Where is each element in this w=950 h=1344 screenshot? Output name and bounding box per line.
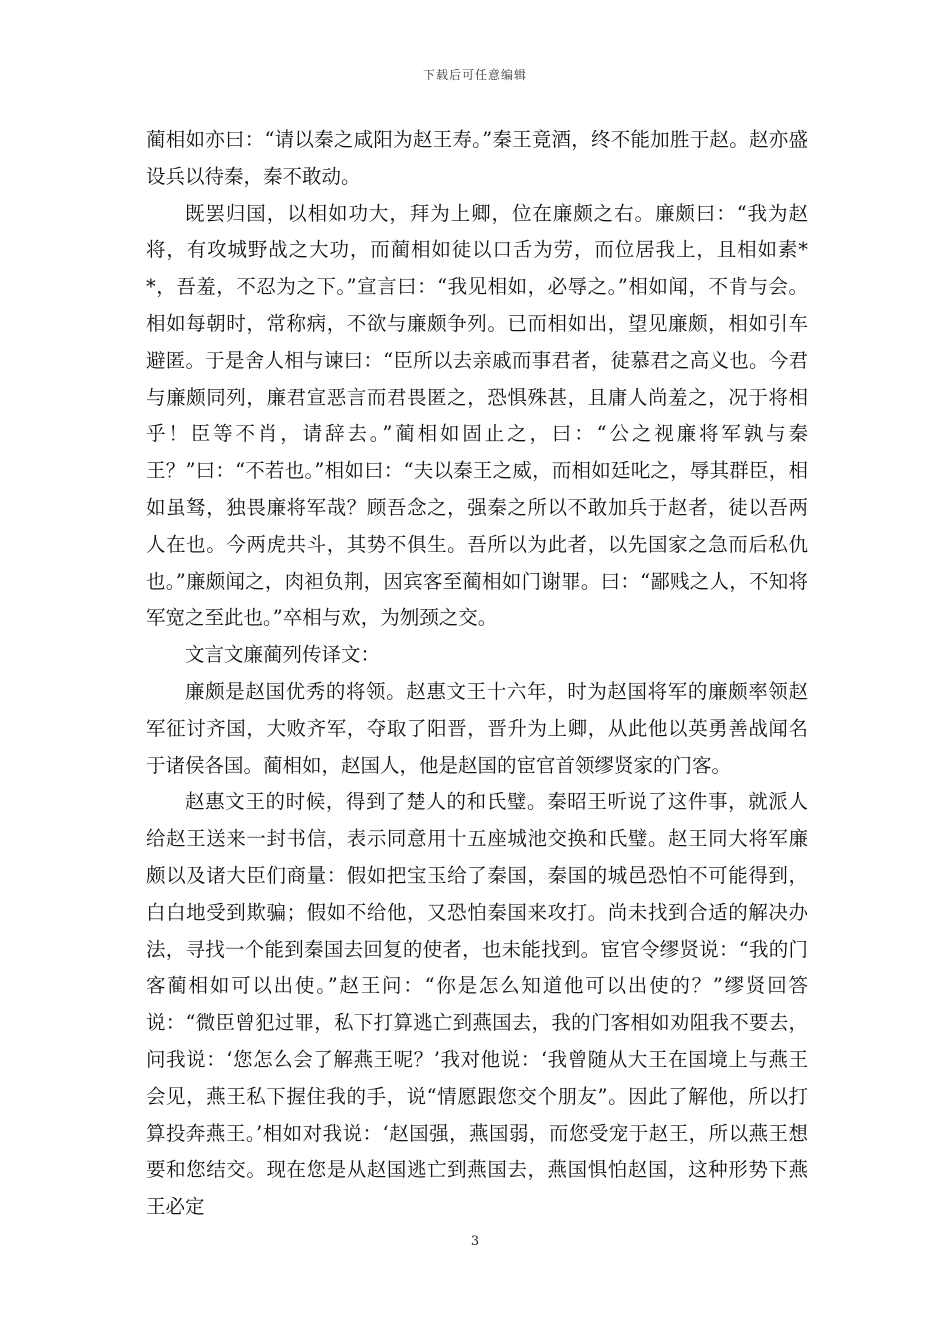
- page-number: 3: [470, 1234, 480, 1249]
- paragraph: 既罢归国，以相如功大，拜为上卿，位在廉颇之右。廉颇曰：“我为赵将，有攻城野战之大功，而蔺相如徒以口舌为劳，而位居我上，且相如素**，吾羞，不忍为之下。”宣言曰：“我见相如，必辱之。”相如闻，不肯与会。相如每朝时，常称病，不欲与廉颇争列。已而相如出，望见廉颇，相如引车避匿。于是舍人相与谏曰：“臣所以去亲戚而事君者，徒慕君之高义也。今君与廉颇同列，廉君宣恶言而君畏匿之，恐惧殊甚，且庸人尚羞之，况于将相乎！臣等不肖，请辞去。”蔺相如固止之，曰：“公之视廉将军孰与秦王？”曰：“不若也。”相如曰：“夫以秦王之威，而相如廷叱之，辱其群臣，相如虽驽，独畏廉将军哉？顾吾念之，强秦之所以不敢加兵于赵者，徒以吾两人在也。今两虎共斗，其势不俱生。吾所以为此者，以先国家之急而后私仇也。”廉颇闻之，肉袒负荆，因宾客至蔺相如门谢罪。曰：“鄙贱之人，不知将军宽之至此也。”卒相与欢，为刎颈之交。: [146, 201, 808, 630]
- paragraph: 蔺相如亦曰：“请以秦之咸阳为赵王寿。”秦王竟酒，终不能加胜于赵。赵亦盛设兵以待秦，秦不敢动。: [146, 128, 808, 188]
- section-heading: 文言文廉蔺列传译文：: [185, 643, 381, 667]
- page-header: 下载后可任意编辑: [422, 68, 527, 82]
- document-body: [146, 122, 808, 1226]
- paragraph: 廉颇是赵国优秀的将领。赵惠文王十六年，时为赵国将军的廉颇率领赵军征讨齐国，大败齐军，夺取了阳晋，晋升为上卿，从此他以英勇善战闻名于诸侯各国。蔺相如，赵国人，他是赵国的宦官首领缪贤家的门客。: [146, 679, 808, 777]
- paragraph: 赵惠文王的时候，得到了楚人的和氏璧。秦昭王听说了这件事，就派人给赵王送来一封书信，表示同意用十五座城池交换和氏璧。赵王同大将军廉颇以及诸大臣们商量：假如把宝玉给了秦国，秦国的城邑恐怕不可能得到，白白地受到欺骗；假如不给他，又恐怕秦国来攻打。尚未找到合适的解决办法，寻找一个能到秦国去回复的使者，也未能找到。宦官令缪贤说：“我的门客蔺相如可以出使。”赵王问：“你是怎么知道他可以出使的？”缪贤回答说：“微臣曾犯过罪，私下打算逃亡到燕国去，我的门客相如劝阻我不要去，问我说：‘您怎么会了解燕王呢？’我对他说：‘我曾随从大王在国境上与燕王会见，燕王私下握住我的手，说“情愿跟您交个朋友”。因此了解他，所以打算投奔燕王。’相如对我说：‘赵国强，燕国弱，而您受宠于赵王，所以燕王想要和您结交。现在您是从赵国逃亡到燕国去，燕国惧怕赵国，这种形势下燕王必定: [146, 790, 808, 1219]
